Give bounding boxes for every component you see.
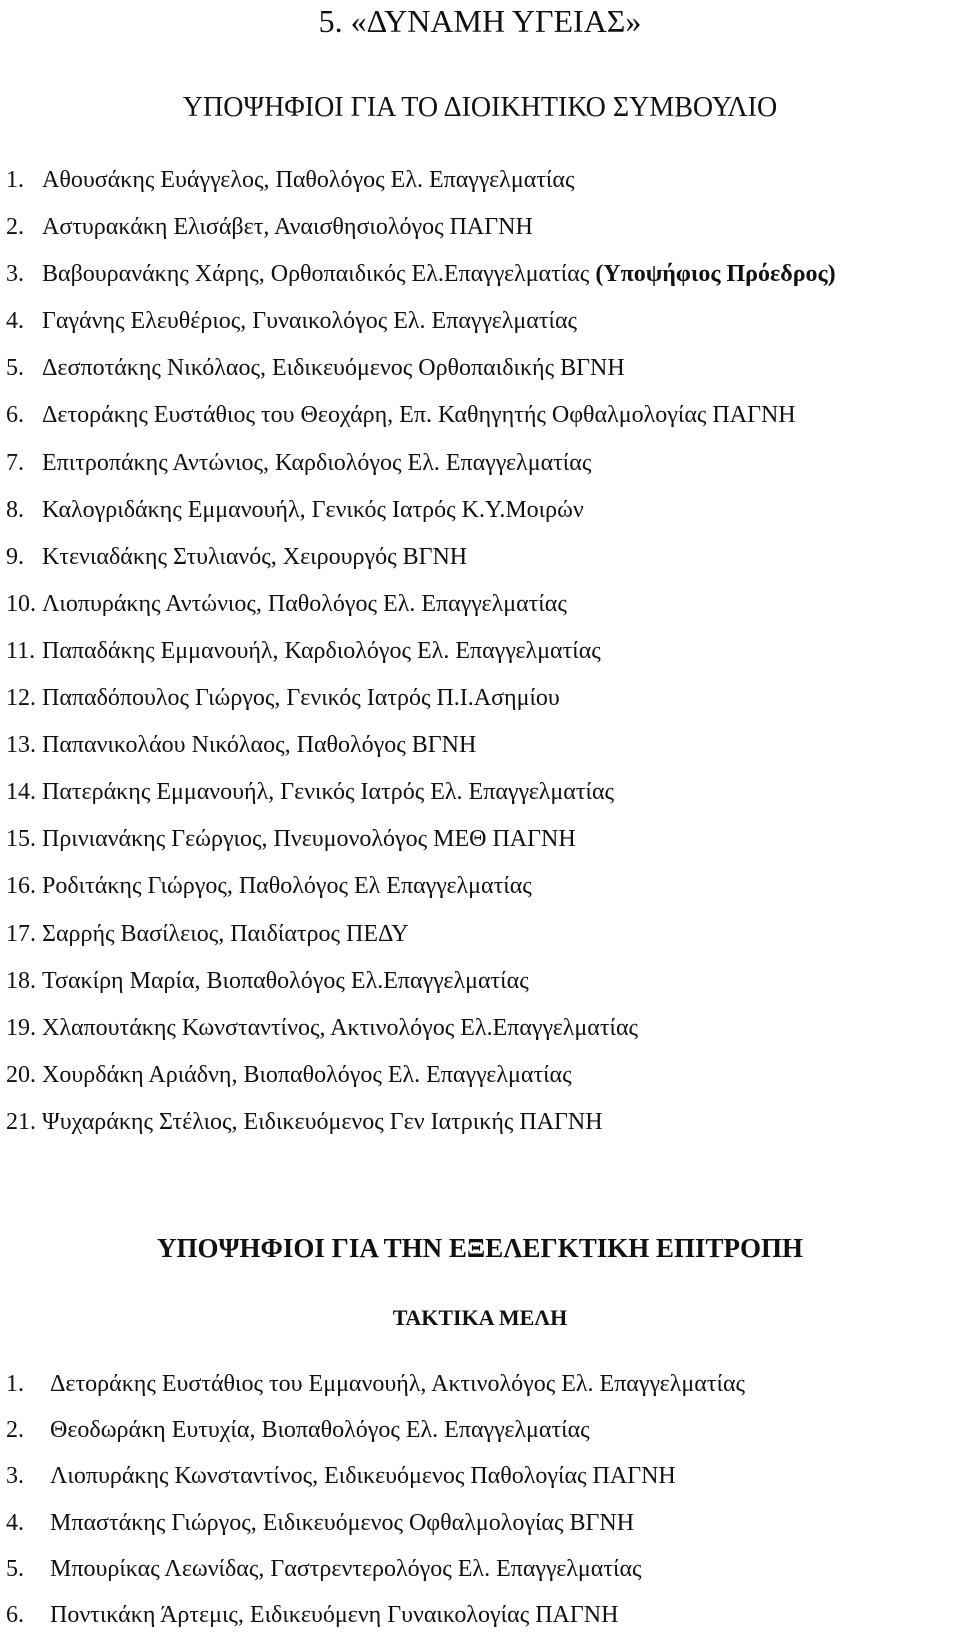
list-item	[0, 397, 960, 444]
list-item	[0, 445, 960, 492]
item-text: Βαβουρανάκης Χάρης, Ορθοπαιδικός Ελ.Επαγγελματίας	[42, 261, 596, 288]
list-item	[0, 916, 960, 963]
president-candidate-note: (Υποψήφιος Πρόεδρος)	[595, 261, 836, 288]
item-text: Σαρρής Βασίλειος, Παιδίατρος ΠΕΔΥ	[42, 920, 409, 947]
item-number: 13.	[6, 732, 36, 759]
item-number: 1.	[6, 1371, 24, 1397]
list-item	[0, 492, 960, 539]
list-item	[0, 1505, 960, 1551]
item-number: 4.	[6, 1509, 24, 1536]
item-number: 5.	[6, 1555, 24, 1582]
list-item	[0, 680, 960, 727]
item-text: Αστυρακάκη Ελισάβετ, Αναισθησιολόγος ΠΑΓΝΗ	[42, 214, 533, 241]
item-number: 11.	[6, 637, 36, 664]
list-item	[0, 1057, 960, 1104]
item-number: 4.	[6, 308, 24, 335]
item-number: 10.	[6, 590, 36, 617]
item-text: Δετοράκης Ευστάθιος του Εμμανουήλ, Ακτινολόγος Ελ. Επαγγελματίας	[50, 1371, 746, 1397]
list-item	[0, 1412, 960, 1458]
item-text: Ποντικάκη Άρτεμις, Ειδικευόμενη Γυναικολογίας ΠΑΓΝΗ	[50, 1601, 619, 1628]
item-text: Μπουρίκας Λεωνίδας, Γαστρεντερολόγος Ελ. Επαγγελματίας	[50, 1555, 642, 1582]
item-text: Θεοδωράκη Ευτυχία, Βιοπαθολόγος Ελ. Επαγγελματίας	[50, 1417, 590, 1444]
item-number: 9.	[6, 543, 24, 570]
board-candidates-list	[0, 162, 960, 1151]
list-item	[0, 774, 960, 821]
list-item	[0, 162, 960, 209]
item-text: Πρινιανάκης Γεώργιος, Πνευμονολόγος ΜΕΘ ΠΑΓΝΗ	[42, 826, 576, 853]
item-text: Καλογριδάκης Εμμανουήλ, Γενικός Ιατρός Κ.Υ.Μοιρών	[42, 496, 584, 523]
item-number: 8.	[6, 496, 24, 523]
list-item	[0, 727, 960, 774]
item-number: 3.	[6, 261, 24, 288]
list-item	[0, 633, 960, 680]
item-text: Τσακίρη Μαρία, Βιοπαθολόγος Ελ.Επαγγελματίας	[42, 967, 529, 994]
item-number: 15.	[6, 826, 36, 853]
item-text: Δετοράκης Ευστάθιος του Θεοχάρη, Επ. Καθηγητής Οφθαλμολογίας ΠΑΓΝΗ	[42, 402, 796, 429]
list-item	[0, 1458, 960, 1504]
list-item	[0, 256, 960, 303]
item-text: Λιοπυράκης Κωνσταντίνος, Ειδικευόμενος Παθολογίας ΠΑΓΝΗ	[50, 1463, 676, 1490]
item-text: Δεσποτάκης Νικόλαος, Ειδικευόμενος Ορθοπαιδικής ΒΓΝΗ	[42, 355, 625, 382]
list-item	[0, 821, 960, 868]
item-number: 1.	[6, 167, 24, 193]
item-text: Επιτροπάκης Αντώνιος, Καρδιολόγος Ελ. Επαγγελματίας	[42, 449, 592, 476]
item-text: Κτενιαδάκης Στυλιανός, Χειρουργός ΒΓΝΗ	[42, 543, 468, 570]
item-number: 12.	[6, 685, 36, 712]
list-item	[0, 1597, 960, 1643]
item-number: 21.	[6, 1108, 36, 1135]
item-number: 17.	[6, 920, 36, 947]
list-item	[0, 963, 960, 1010]
list-item	[0, 1010, 960, 1057]
item-number: 2.	[6, 1417, 24, 1444]
document-title: 5. «ΔΥΝΑΜΗ ΥΓΕΙΑΣ»	[318, 3, 642, 39]
item-number: 6.	[6, 1601, 24, 1628]
list-item	[0, 539, 960, 586]
item-text: Μπαστάκης Γιώργος, Ειδικευόμενος Οφθαλμολογίας ΒΓΝΗ	[50, 1509, 635, 1536]
list-item	[0, 1551, 960, 1597]
item-text: Χουρδάκη Αριάδνη, Βιοπαθολόγος Ελ. Επαγγελματίας	[42, 1061, 572, 1088]
item-text: Γαγάνης Ελευθέριος, Γυναικολόγος Ελ. Επαγγελματίας	[42, 308, 578, 335]
list-item	[0, 586, 960, 633]
list-item	[0, 303, 960, 350]
item-text: Παπανικολάου Νικόλαος, Παθολόγος ΒΓΝΗ	[42, 732, 477, 759]
list-item	[0, 1366, 960, 1412]
item-number: 14.	[6, 779, 36, 806]
item-number: 18.	[6, 967, 36, 994]
item-number: 5.	[6, 355, 24, 382]
list-item	[0, 209, 960, 256]
list-item	[0, 350, 960, 397]
item-text: Ροδιτάκης Γιώργος, Παθολόγος Ελ Επαγγελματίας	[42, 873, 532, 900]
item-number: 19.	[6, 1014, 36, 1041]
item-number: 20.	[6, 1061, 36, 1088]
item-text: Λιοπυράκης Αντώνιος, Παθολόγος Ελ. Επαγγελματίας	[42, 590, 567, 617]
audit-committee-heading: ΥΠΟΨΗΦΙΟΙ ΓΙΑ ΤΗΝ ΕΞΕΛΕΓΚΤΙΚΗ ΕΠΙΤΡΟΠΗ	[156, 1233, 804, 1263]
board-candidates-heading: ΥΠΟΨΗΦΙΟΙ ΓΙΑ ΤΟ ΔΙΟΙΚΗΤΙΚΟ ΣΥΜΒΟΥΛΙΟ	[182, 92, 778, 123]
item-number: 2.	[6, 214, 24, 241]
audit-candidates-list	[0, 1366, 960, 1643]
item-number: 16.	[6, 873, 36, 900]
item-text: Παπαδάκης Εμμανουήλ, Καρδιολόγος Ελ. Επαγγελματίας	[42, 637, 601, 664]
item-text: Χλαπουτάκης Κωνσταντίνος, Ακτινολόγος Ελ.Επαγγελματίας	[42, 1014, 639, 1041]
list-item	[0, 1104, 960, 1151]
item-text: Ψυχαράκης Στέλιος, Ειδικευόμενος Γεν Ιατρικής ΠΑΓΝΗ	[42, 1108, 603, 1135]
item-text: Αθουσάκης Ευάγγελος, Παθολόγος Ελ. Επαγγελματίας	[42, 167, 575, 193]
regular-members-subheading: ΤΑΚΤΙΚΑ ΜΕΛΗ	[392, 1305, 568, 1330]
list-item	[0, 868, 960, 915]
item-text: Παπαδόπουλος Γιώργος, Γενικός Ιατρός Π.Ι.Ασημίου	[42, 685, 560, 712]
item-number: 6.	[6, 402, 24, 429]
item-number: 7.	[6, 449, 24, 476]
item-number: 3.	[6, 1463, 24, 1490]
item-text: Πατεράκης Εμμανουήλ, Γενικός Ιατρός Ελ. Επαγγελματίας	[42, 779, 615, 806]
